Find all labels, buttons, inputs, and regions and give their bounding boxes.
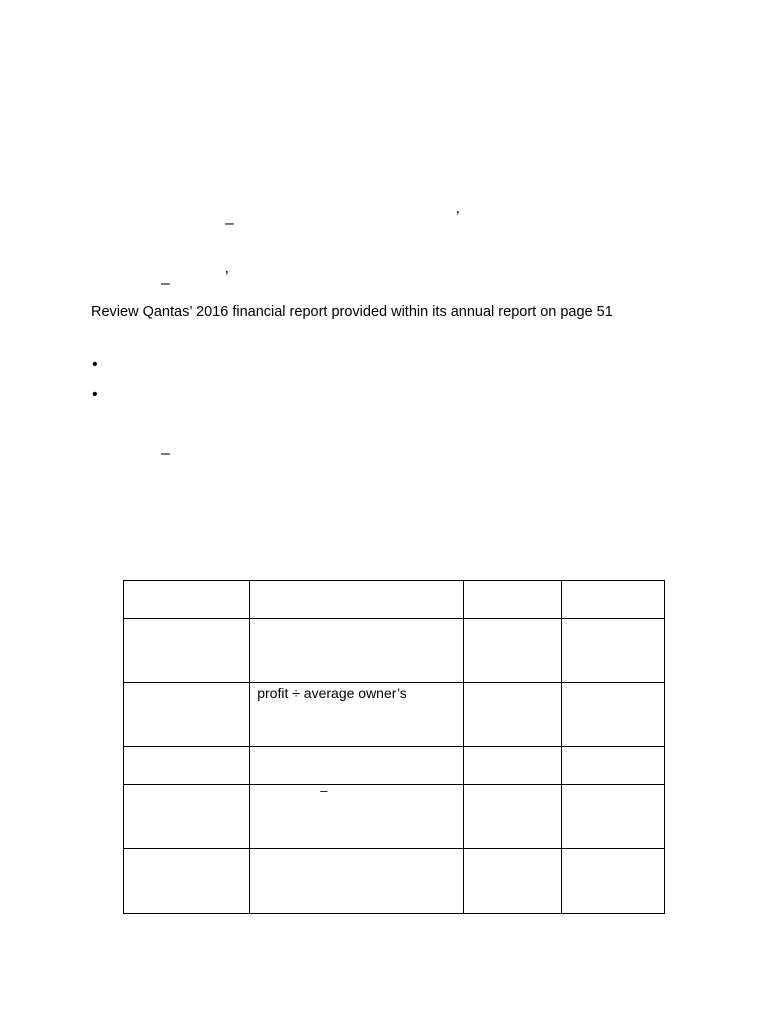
table-row [124, 785, 665, 849]
ratio-table [123, 580, 665, 914]
table-cell [463, 619, 561, 683]
table-row [124, 619, 665, 683]
apostrophe-mark: ’ [225, 269, 229, 286]
table-cell [124, 683, 250, 747]
table-cell [250, 581, 463, 619]
table-cell [463, 581, 561, 619]
intro-paragraph: Review Qantas’ 2016 financial report provided within its annual report on page 51 [91, 304, 613, 320]
dash-mark: – [225, 215, 234, 232]
table-cell [124, 581, 250, 619]
table-cell [561, 785, 664, 849]
table-row [124, 683, 665, 747]
table-cell [561, 747, 664, 785]
table-cell [463, 849, 561, 914]
bullet-point: • [92, 386, 98, 403]
table-cell [250, 683, 463, 747]
table-cell [561, 581, 664, 619]
table-cell [561, 619, 664, 683]
table-row [124, 581, 665, 619]
table-cell [124, 619, 250, 683]
table-cell [250, 747, 463, 785]
apostrophe-mark: ’ [456, 209, 460, 226]
dash-mark: – [320, 783, 328, 798]
dash-mark: – [161, 275, 170, 292]
bullet-point: • [92, 356, 98, 373]
table-cell [463, 683, 561, 747]
formula-text: profit ÷ average owner’s [257, 685, 407, 701]
table-row [124, 849, 665, 914]
table-row [124, 747, 665, 785]
table-cell [250, 619, 463, 683]
table-cell [124, 785, 250, 849]
table-cell [561, 849, 664, 914]
dash-mark: – [161, 445, 170, 462]
table-cell [124, 849, 250, 914]
table-cell [463, 747, 561, 785]
table-cell [561, 683, 664, 747]
table-cell [250, 785, 463, 849]
table-cell [463, 785, 561, 849]
table-cell [124, 747, 250, 785]
table-cell [250, 849, 463, 914]
